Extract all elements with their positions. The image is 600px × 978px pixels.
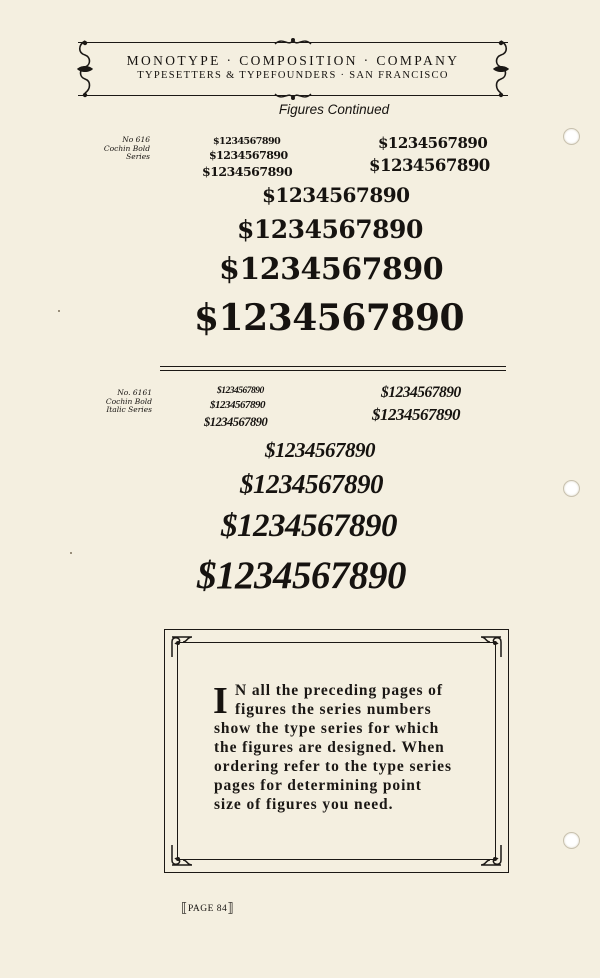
italic-figure-sample-24pt: $1234567890 — [240, 469, 383, 499]
figure-sample-10pt: $1234567890 — [202, 164, 293, 179]
italic-figure-sample-14pt: $1234567890 — [372, 405, 460, 424]
series-number: No. 6161 — [117, 388, 152, 397]
series-name: Cochin Bold — [105, 396, 152, 406]
figure-sample-6pt: $1234567890 — [213, 136, 281, 147]
series-suffix: Italic Series — [106, 405, 152, 414]
section-divider — [160, 366, 506, 371]
note-line-6: pages for determining point — [214, 777, 422, 794]
italic-figure-sample-30pt: $1234567890 — [221, 508, 397, 544]
series-suffix: Series — [126, 152, 150, 161]
figure-sample-18pt: $1234567890 — [262, 183, 410, 207]
note-line-1: N all the preceding pages of — [235, 682, 443, 699]
italic-figure-sample-12pt: $1234567890 — [381, 384, 461, 401]
italic-figure-sample-8pt: $1234567890 — [210, 399, 265, 411]
page-number-mark — [181, 900, 234, 916]
series-6161-label — [80, 389, 152, 415]
italic-figure-sample-6pt: $1234567890 — [217, 386, 264, 396]
paper-speck — [70, 552, 72, 554]
figure-sample-24pt: $1234567890 — [237, 215, 423, 244]
binder-hole — [563, 480, 580, 497]
binder-hole — [563, 832, 580, 849]
left-bracket-ornament-icon: ⟦ — [181, 900, 188, 915]
corner-flourish-icon — [478, 634, 504, 660]
figure-sample-36pt: $1234567890 — [194, 297, 465, 339]
binder-hole — [563, 128, 580, 145]
note-dropcap: I — [213, 680, 228, 722]
right-scroll-ornament-icon — [490, 39, 512, 99]
figure-sample-12pt: $1234567890 — [378, 134, 488, 152]
bottom-flourish-icon — [273, 90, 313, 102]
italic-figure-sample-36pt: $1234567890 — [197, 554, 406, 597]
company-tagline: TYPESETTERS & TYPEFOUNDERS · SAN FRANCISCO — [137, 70, 449, 81]
series-name: Cochin Bold — [103, 143, 150, 153]
figure-sample-8pt: $1234567890 — [209, 149, 288, 162]
top-flourish-icon — [273, 36, 313, 48]
note-line-5: ordering refer to the type series — [214, 758, 452, 775]
figure-sample-14pt: $1234567890 — [369, 156, 490, 175]
section-subtitle: Figures Continued — [278, 102, 390, 117]
series-616-label — [78, 136, 150, 162]
note-line-4: the figures are designed. When — [214, 739, 445, 756]
italic-figure-sample-18pt: $1234567890 — [265, 438, 375, 462]
note-line-2: figures the series numbers — [235, 701, 432, 718]
figure-sample-30pt: $1234567890 — [219, 252, 444, 287]
corner-flourish-icon — [169, 842, 195, 868]
italic-figure-sample-10pt: $1234567890 — [204, 415, 268, 429]
note-line-7: size of figures you need. — [214, 796, 394, 813]
right-bracket-ornament-icon: ⟧ — [227, 900, 235, 915]
corner-flourish-icon — [169, 634, 195, 660]
corner-flourish-icon — [478, 842, 504, 868]
series-number: No 616 — [122, 135, 150, 144]
note-line-3: show the type series for which — [214, 720, 440, 737]
company-name: MONOTYPE · COMPOSITION · COMPANY — [126, 53, 460, 68]
paper-speck — [58, 310, 60, 312]
page-number: PAGE 84 — [187, 904, 228, 914]
header-banner — [78, 42, 508, 96]
left-scroll-ornament-icon — [74, 39, 96, 99]
